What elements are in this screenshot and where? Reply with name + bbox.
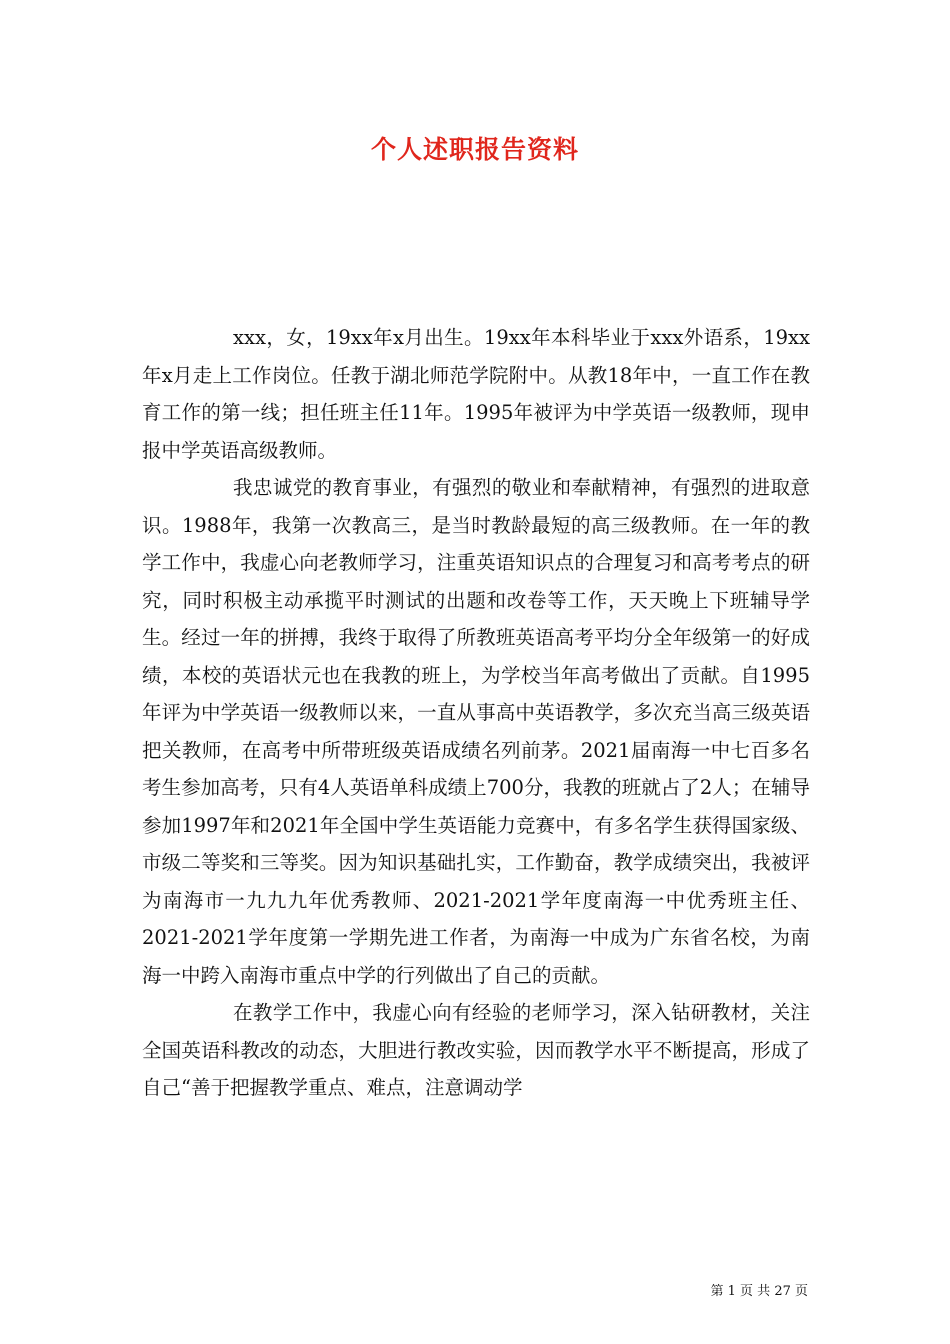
paragraph-1: xxx，女，19xx年x月出生。19xx年本科毕业于xxx外语系，19xx年x月走上工作岗位。任教于湖北师范学院附中。从教18年中，一直工作在教育工作的第一线；担任班主任11年。1995年被评为中学英语一级教师，现申报中学英语高级教师。 bbox=[142, 326, 810, 462]
document-body bbox=[142, 319, 810, 1107]
paragraph-2: 我忠诚党的教育事业，有强烈的敬业和奉献精神，有强烈的进取意识。1988年，我第一次教高三，是当时教龄最短的高三级教师。在一年的教学工作中，我虚心向老教师学习，注重英语知识点的合理复习和高考考点的研究，同时积极主动承揽平时测试的出题和改卷等工作，天天晚上下班辅导学生。经过一年的拼搏，我终于取得了所教班英语高考平均分全年级第一的好成绩，本校的英语状元也在我教的班上，为学校当年高考做出了贡献。自1995年评为中学英语一级教师以来，一直从事高中英语教学，多次充当高三级英语把关教师，在高考中所带班级英语成绩名列前茅。2021届南海一中七百多名考生参加高考，只有4人英语单科成绩上700分，我教的班就占了2人；在辅导参加1997年和2021年全国中学生英语能力竞赛中，有多名学生获得国家级、市级二等奖和三等奖。因为知识基础扎实，工作勤奋，教学成绩突出，我被评为南海市一九九九年优秀教师、2021-2021学年度南海一中优秀班主任、2021-2021学年度第一学期先进工作者，为南海一中成为广东省名校，为南海一中跨入南海市重点中学的行列做出了自己的贡献。 bbox=[142, 476, 810, 987]
document-title: 个人述职报告资料 bbox=[370, 135, 579, 164]
paragraph-3: 在教学工作中，我虚心向有经验的老师学习，深入钻研教材，关注全国英语科教改的动态，大胆进行教改实验，因而教学水平不断提高，形成了自己“善于把握教学重点、难点，注意调动学 bbox=[142, 1001, 810, 1099]
page-number-footer: 第 1 页 共 27 页 bbox=[710, 1284, 808, 1299]
